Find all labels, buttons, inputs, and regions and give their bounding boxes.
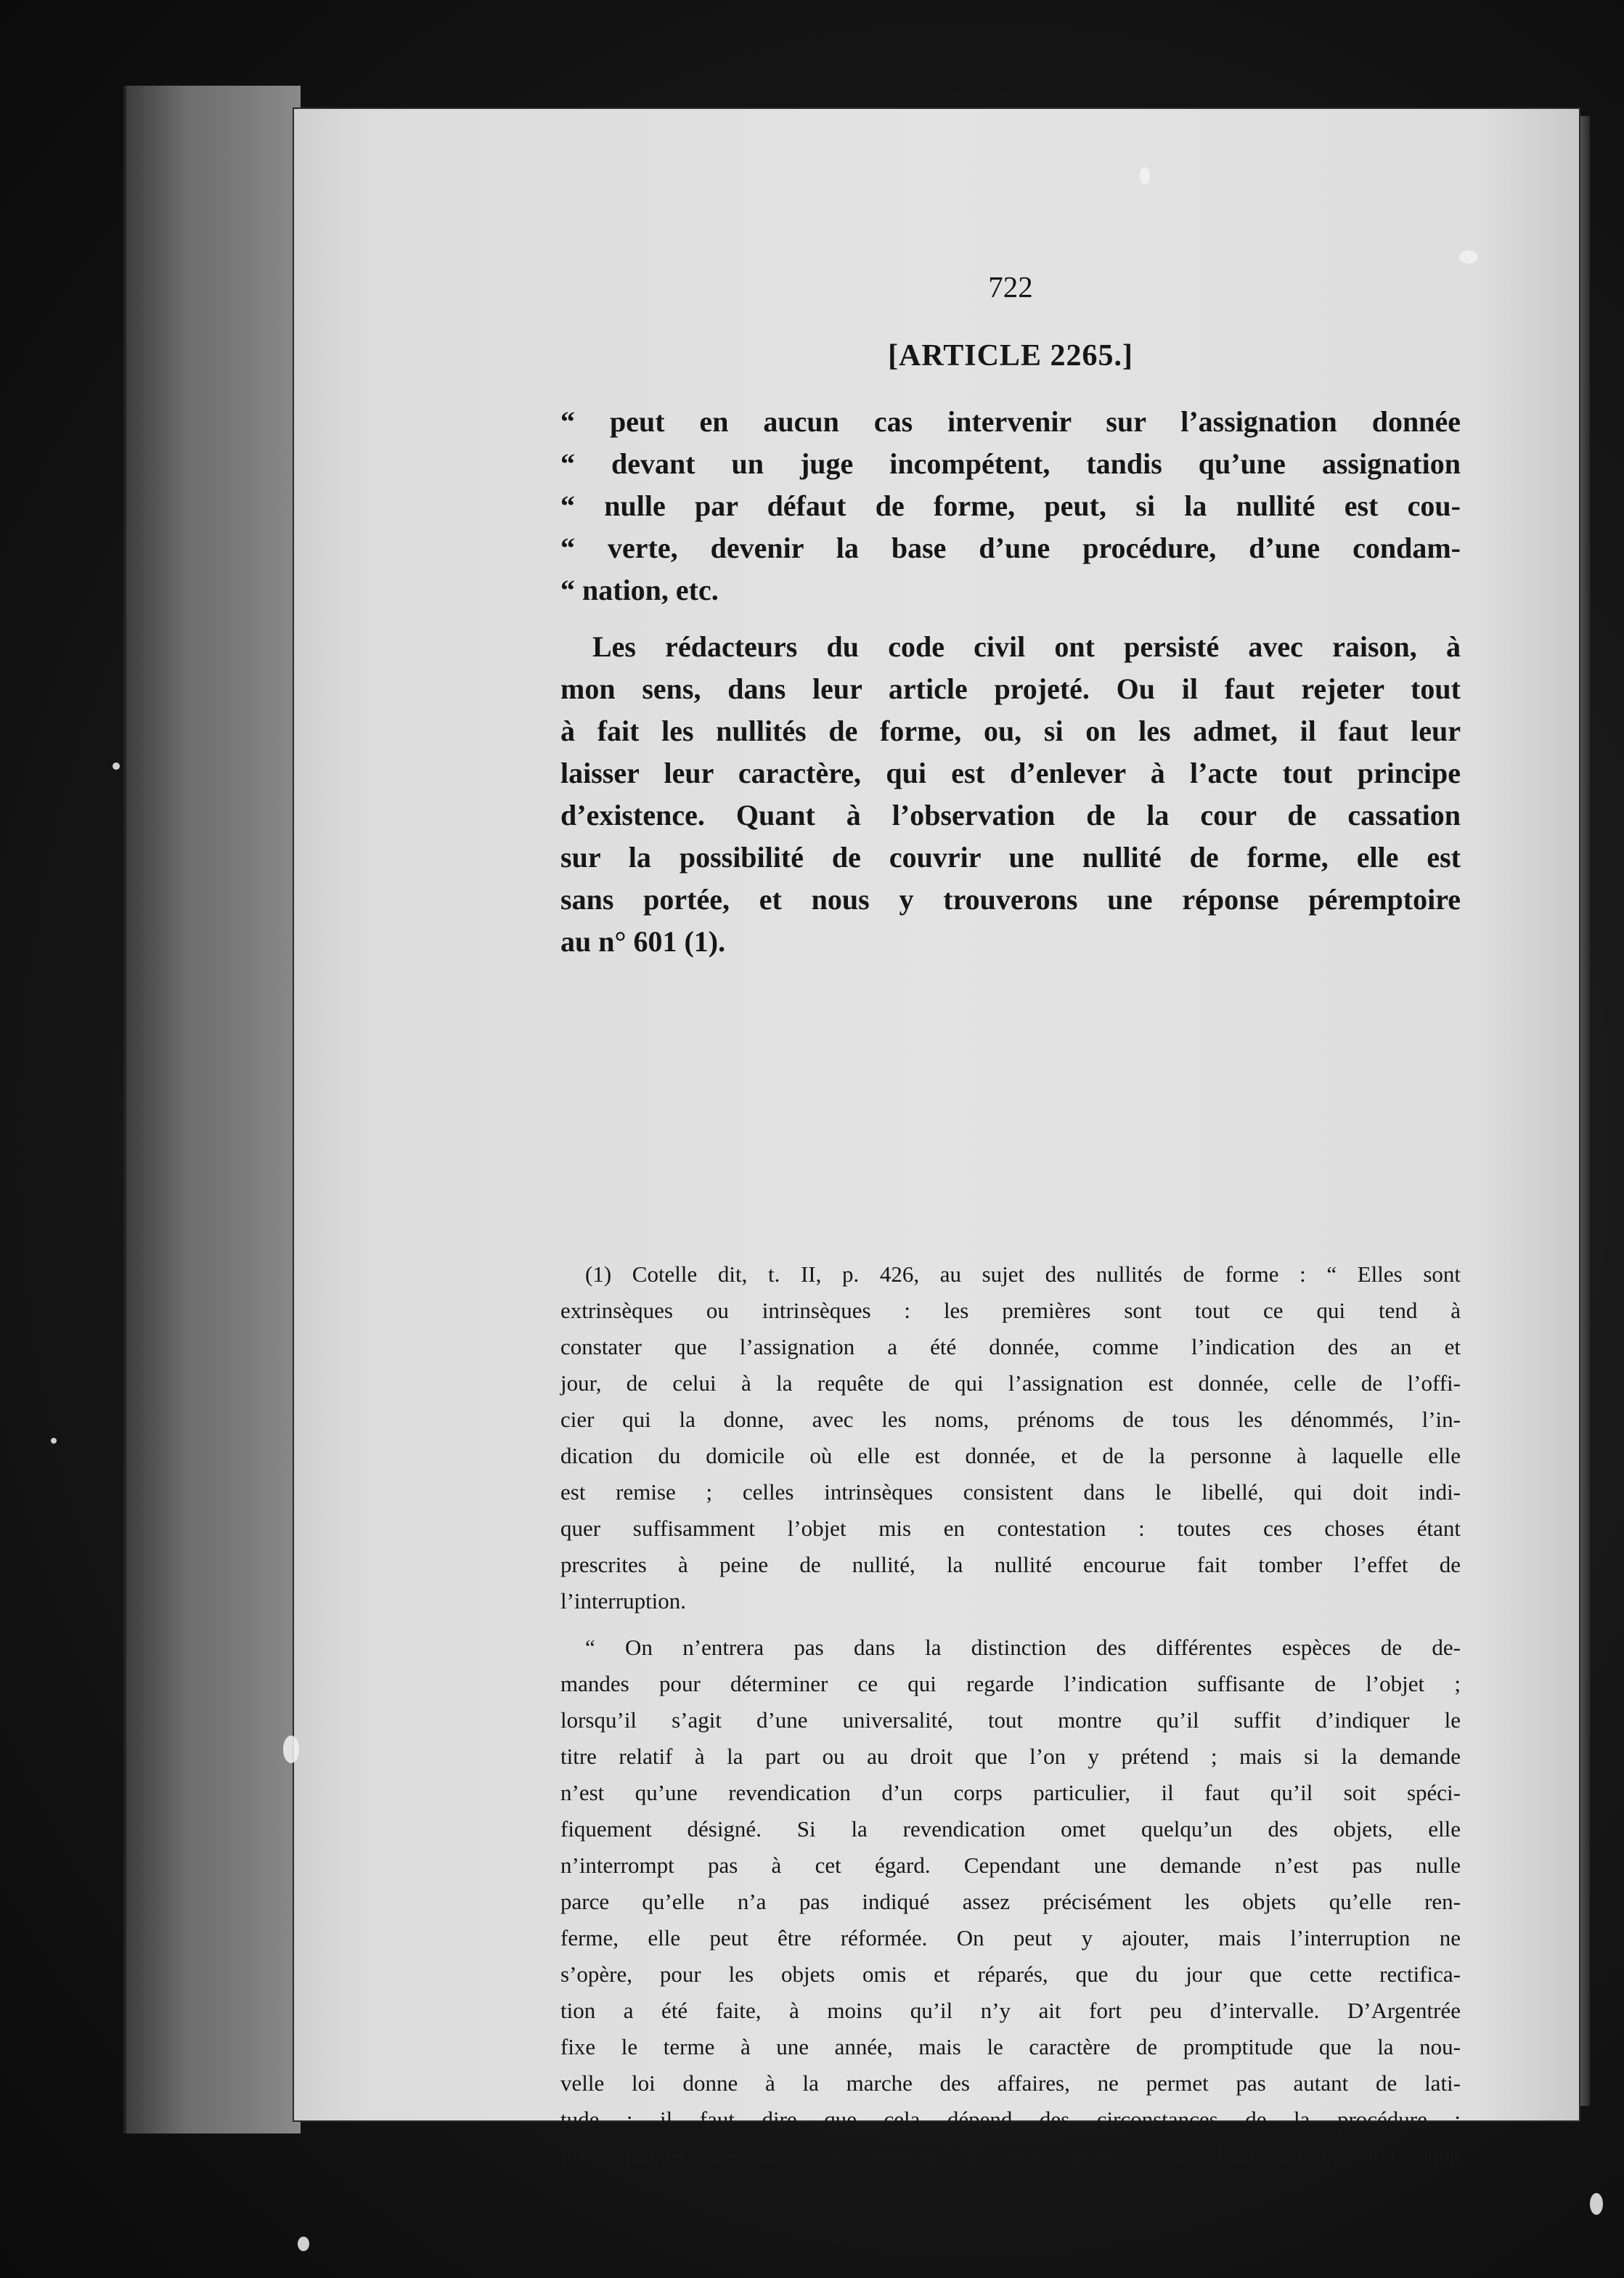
footnote-line: (1) Cotelle dit, t. II, p. 426, au sujet des nullités de forme : “ Elles sont bbox=[585, 1261, 1461, 1287]
footnote-line: lorsqu’il s’agit d’une universalité, tout montre qu’il suffit d’indiquer le bbox=[560, 1707, 1461, 1733]
scan-speck bbox=[283, 1736, 299, 1763]
footnote-line: velle loi donne à la marche des affaires, ne permet pas autant de lati- bbox=[560, 2070, 1461, 2096]
footnote-line: constater que l’assignation a été donnée, comme l’indication des an et bbox=[560, 1334, 1461, 1359]
scan-speck bbox=[51, 1438, 57, 1444]
running-head: [ARTICLE 2265.] bbox=[888, 339, 1133, 373]
scan-speck bbox=[1590, 2193, 1603, 2215]
footnotes bbox=[560, 1256, 1461, 2174]
footnote-line: parce qu’elle n’a pas indiqué assez précisément les objets qu’elle ren- bbox=[560, 1889, 1461, 1914]
footnote-line: les simples réserves ne servent à rien pour cela, l’interruption n’a lieu bbox=[560, 2143, 1461, 2168]
footnote-line: quer suffisamment l’objet mis en contestation : toutes ces choses étant bbox=[560, 1516, 1461, 1541]
footnote-line: ferme, elle peut être réformée. On peut y ajouter, mais l’interruption ne bbox=[560, 1925, 1461, 1950]
body-line: d’existence. Quant à l’observation de la cour de cassation bbox=[560, 799, 1461, 831]
body-line: sur la possibilité de couvrir une nullité de forme, elle est bbox=[560, 841, 1461, 874]
body-line: “ nation, etc. bbox=[560, 574, 719, 606]
main-text bbox=[560, 401, 1461, 963]
body-line: laisser leur caractère, qui est d’enlever à l’acte tout principe bbox=[560, 757, 1461, 789]
scan-speck bbox=[1459, 251, 1478, 264]
footnote-line: jour, de celui à la requête de qui l’assignation est donnée, celle de l’offi- bbox=[560, 1370, 1461, 1396]
scan-speck bbox=[113, 762, 120, 770]
footnote-line: tion a été faite, à moins qu’il n’y ait fort peu d’intervalle. D’Argentrée bbox=[560, 1998, 1461, 2023]
footnote-line: mandes pour déterminer ce qui regarde l’indication suffisante de l’objet ; bbox=[560, 1671, 1461, 1696]
body-line: sans portée, et nous y trouverons une réponse péremptoire bbox=[560, 883, 1461, 916]
body-line: mon sens, dans leur article projeté. Ou il faut rejeter tout bbox=[560, 672, 1461, 705]
footnote-line: extrinsèques ou intrinsèques : les premières sont tout ce qui tend à bbox=[560, 1298, 1461, 1323]
footnote-line: titre relatif à la part ou au droit que l’on y prétend ; mais si la demande bbox=[560, 1744, 1461, 1769]
body-line: au n° 601 (1). bbox=[560, 925, 726, 958]
scan-speck bbox=[298, 2237, 309, 2251]
footnote-line: dication du domicile où elle est donnée, et de la personne à laquelle elle bbox=[560, 1443, 1461, 1468]
footnote-line: cier qui la donne, avec les noms, prénoms de tous les dénommés, l’in- bbox=[560, 1407, 1461, 1432]
footnote-line: prescrites à peine de nullité, la nullité encourue fait tomber l’effet de bbox=[560, 1552, 1461, 1577]
footnote-line: fiquement désigné. Si la revendication omet quelqu’un des objets, elle bbox=[560, 1816, 1461, 1842]
footnote-line: est remise ; celles intrinsèques consistent dans le libellé, qui doit indi- bbox=[560, 1479, 1461, 1505]
body-line: “ devant un juge incompétent, tandis qu’une assignation bbox=[560, 447, 1461, 480]
footnote-line: n’interrompt pas à cet égard. Cependant une demande n’est pas nulle bbox=[560, 1852, 1461, 1878]
book-spine bbox=[123, 86, 301, 2133]
footnote-line: “ On n’entrera pas dans la distinction des différentes espèces de de- bbox=[585, 1635, 1461, 1660]
scan-speck bbox=[1140, 167, 1150, 184]
body-line: Les rédacteurs du code civil ont persisté avec raison, à bbox=[592, 630, 1461, 663]
page-number: 722 bbox=[988, 270, 1033, 304]
footnote-line: s’opère, pour les objets omis et réparés, que du jour que cette rectifica- bbox=[560, 1961, 1461, 1987]
footnote-line: n’est qu’une revendication d’un corps particulier, il faut qu’il soit spéci- bbox=[560, 1780, 1461, 1805]
body-line: “ nulle par défaut de forme, peut, si la nullité est cou- bbox=[560, 489, 1461, 522]
footnote-line: l’interruption. bbox=[560, 1588, 687, 1614]
body-line: à fait les nullités de forme, ou, si on les admet, il faut leur bbox=[560, 715, 1461, 747]
body-line: “ verte, devenir la base d’une procédure, d’une condam- bbox=[560, 532, 1461, 564]
footnote-line: tude ; il faut dire que cela dépend des circonstances de la procédure ; bbox=[560, 2107, 1461, 2132]
body-line: “ peut en aucun cas intervenir sur l’assignation donnée bbox=[560, 405, 1461, 438]
footnote-line: fixe le terme à une année, mais le caractère de promptitude que la nou- bbox=[560, 2034, 1461, 2059]
